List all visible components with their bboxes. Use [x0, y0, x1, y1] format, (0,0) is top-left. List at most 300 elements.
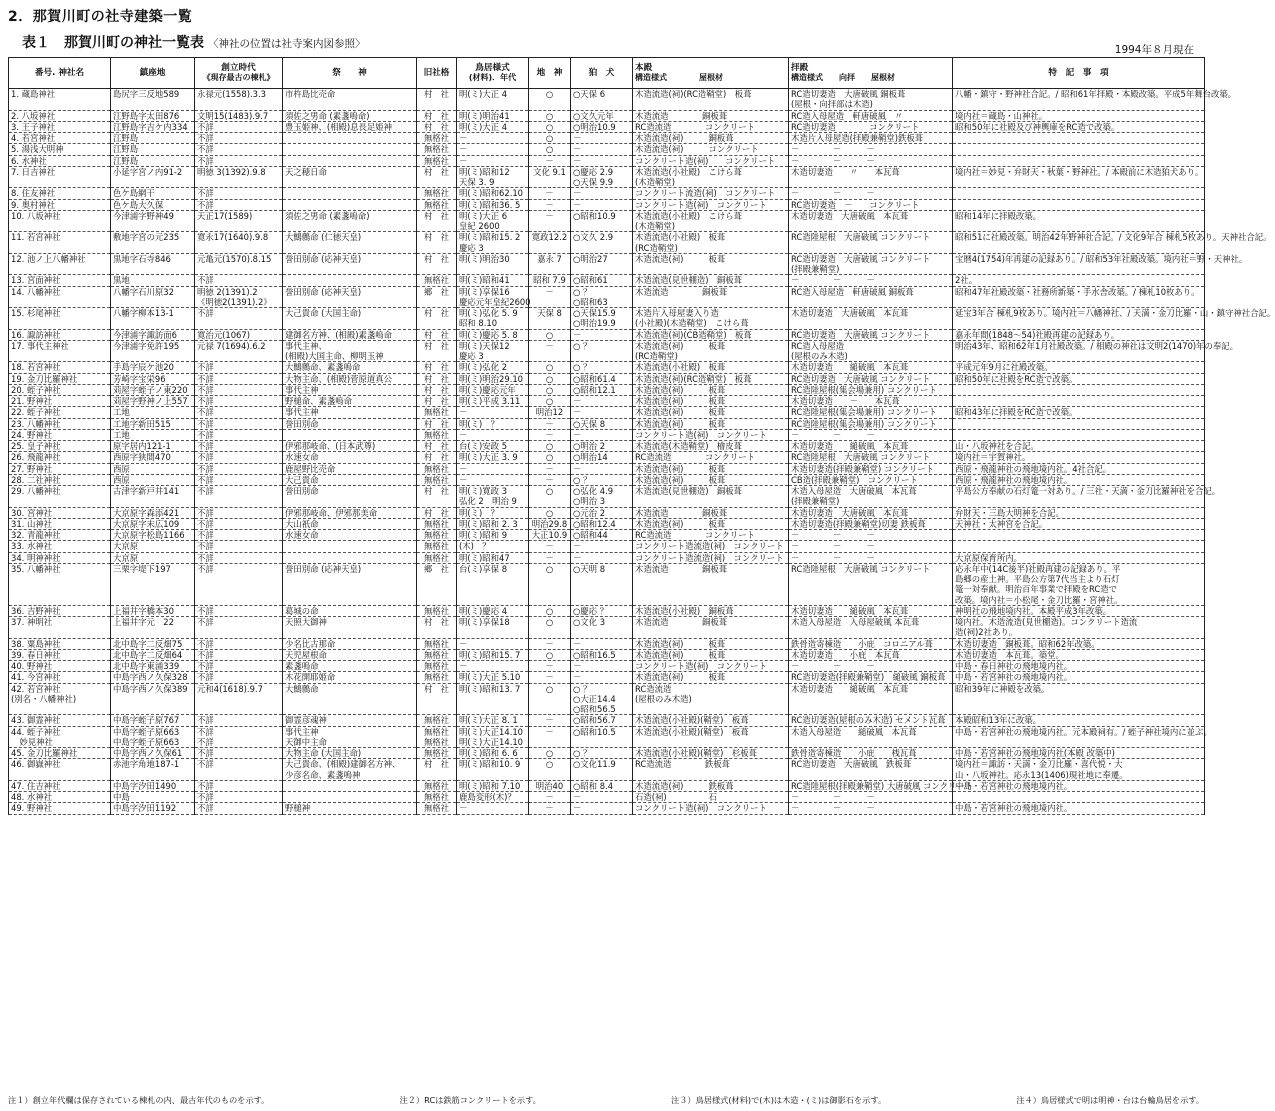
- cell-deity: [283, 780, 417, 791]
- cell-era: [195, 759, 283, 781]
- cell-jishin: [529, 155, 571, 166]
- cell-era: [195, 649, 283, 660]
- cell-komainu-line: －: [573, 199, 582, 210]
- cell-era: [195, 373, 283, 384]
- cell-notes-line: 神明社の飛地境内社。本殿平成3年改築。: [955, 605, 1112, 616]
- cell-torii-line: 明(ミ)大正 3. 9: [459, 452, 518, 463]
- cell-era-line: 元亀元(1570).8.15: [197, 253, 272, 264]
- cell-haiden: [789, 121, 953, 132]
- cell-komainu: [571, 188, 633, 199]
- cell-notes: [953, 188, 1205, 199]
- cell-rank: [417, 362, 457, 373]
- cell-rank: [417, 617, 457, 639]
- cell-haiden-line: RC造切妻造 大唐破風 コンクリート: [791, 253, 931, 264]
- cell-deity: [283, 617, 417, 639]
- cell-name: [9, 452, 111, 463]
- cell-era: [195, 396, 283, 407]
- cell-deity-line: 誉田別命 (応神天皇): [285, 286, 362, 297]
- cell-honden: [633, 286, 789, 308]
- cell-rank: [417, 605, 457, 616]
- cell-notes: [953, 362, 1205, 373]
- cell-torii-line: 明(ミ) ？: [459, 418, 500, 429]
- cell-notes: [953, 286, 1205, 308]
- cell-torii-line: 明(ミ)昭和 6. 6: [459, 748, 518, 758]
- cell-komainu-line: ○明治19.9: [573, 318, 616, 329]
- cell-haiden-line: － － －: [791, 792, 875, 802]
- cell-torii: [457, 407, 529, 418]
- cell-honden: [633, 530, 789, 541]
- cell-haiden-line: 木造切妻造 － 本瓦葺: [791, 396, 900, 406]
- cell-era-line: 《明徳2(1391).2》: [197, 296, 272, 307]
- cell-notes: [953, 429, 1205, 440]
- cell-haiden: [789, 407, 953, 418]
- cell-haiden: [789, 340, 953, 362]
- cell-jishin: [529, 441, 571, 452]
- cell-haiden-line: 木造片入母屋造(拝殿兼鞘堂)鉄板葺: [791, 133, 924, 143]
- cell-honden-line: 木造流造 銅板葺: [635, 507, 728, 518]
- cell-notes-line: 宝暦4(1754)年再建の記録あり。/ 昭和53年社殿改築。境内社＝野・天神社。: [955, 253, 1248, 264]
- table-row: [9, 552, 1205, 563]
- cell-honden-line: 木造流造 銅板葺: [635, 110, 728, 121]
- cell-deity-line: 野槌命、素盞嗚命: [285, 396, 352, 406]
- table-row: [9, 286, 1205, 308]
- cell-jishin-line: －: [545, 463, 554, 474]
- cell-jishin: [529, 340, 571, 362]
- cell-haiden-line: RC造陸屋根 大唐破風 コンクリート: [791, 452, 931, 463]
- cell-jishin: [529, 286, 571, 308]
- cell-jishin-line: 明治29.8: [531, 518, 568, 529]
- cell-location: [111, 649, 195, 660]
- cell-deity-line: 誉田別命: [285, 486, 319, 496]
- cell-torii: [457, 617, 529, 639]
- table-title-text: 表１ 那賀川町の神社一覧表: [22, 35, 204, 51]
- cell-torii: [457, 715, 529, 726]
- cell-notes: [953, 803, 1205, 814]
- header-location: 鎮座地: [111, 58, 195, 89]
- cell-rank: [417, 463, 457, 474]
- cell-honden: [633, 110, 789, 121]
- cell-komainu: [571, 418, 633, 429]
- table-row: [9, 396, 1205, 407]
- cell-notes-line: 昭和51に社殿改築。明治42年野神社合記。/ 文化9年合 棟札5枚あり。天神社合記。: [955, 232, 1272, 243]
- cell-deity: [283, 418, 417, 429]
- header-jishin: 地 神: [529, 58, 571, 89]
- cell-deity-line: 鹿屋野比売命: [285, 463, 336, 474]
- cell-haiden-line: (拝殿兼鞘堂): [791, 264, 840, 274]
- section-title: 2．那賀川町の社寺建築一覧: [8, 9, 193, 25]
- cell-komainu-line: ○昭和10.5: [573, 726, 616, 737]
- cell-name-line: 24. 野神社: [11, 429, 53, 440]
- cell-location: [111, 748, 195, 759]
- cell-haiden-line: RC造切妻造(屋根のみ木造) セメント瓦葺: [791, 715, 946, 726]
- cell-era: [195, 308, 283, 330]
- cell-honden: [633, 89, 789, 111]
- cell-rank-line: 郷 社: [423, 286, 450, 297]
- cell-honden-line: コンクリート造(祠) コンクリート: [635, 429, 767, 440]
- cell-haiden: [789, 396, 953, 407]
- cell-name-line: 33. 水神社: [11, 541, 53, 552]
- cell-honden: [633, 373, 789, 384]
- cell-rank-line: 村 社: [423, 418, 450, 429]
- cell-name-line: 3. 王子神社: [11, 121, 56, 132]
- cell-torii-line: 慶応元年皇紀2600: [459, 296, 531, 307]
- header-torii: [457, 58, 529, 89]
- cell-era: [195, 661, 283, 672]
- cell-notes: [953, 199, 1205, 210]
- cell-rank-line: 無格社: [423, 463, 450, 474]
- cell-komainu-line: ○ ？: [573, 474, 592, 485]
- cell-notes: [953, 110, 1205, 121]
- cell-name: [9, 617, 111, 639]
- cell-honden-line: (屋根のみ木造): [635, 693, 692, 704]
- cell-torii-line: 明(ミ)大正14.10: [459, 736, 524, 747]
- cell-haiden: [789, 507, 953, 518]
- cell-jishin: [529, 121, 571, 132]
- cell-rank: [417, 552, 457, 563]
- cell-rank: [417, 683, 457, 715]
- cell-location-line: 江野島: [113, 144, 139, 155]
- cell-honden-line: コンクリート造流造(祠) コンクリート: [635, 552, 784, 563]
- cell-honden: [633, 463, 789, 474]
- table-row: [9, 373, 1205, 384]
- cell-era: [195, 792, 283, 803]
- cell-honden: [633, 210, 789, 232]
- cell-honden: [633, 232, 789, 254]
- cell-era-line: 不詳: [197, 605, 214, 616]
- cell-rank-line: 無格社: [423, 518, 450, 529]
- cell-era: [195, 672, 283, 683]
- cell-jishin-line: 明治12: [535, 407, 564, 418]
- cell-location-line: 今津浦字免許195: [113, 340, 180, 351]
- cell-torii: [457, 563, 529, 605]
- cell-torii-line: 明(ミ)大正 5.10: [459, 672, 521, 683]
- cell-torii: [457, 308, 529, 330]
- cell-haiden: [789, 552, 953, 563]
- cell-deity: [283, 441, 417, 452]
- cell-deity-line: 事代主神: [285, 407, 319, 418]
- cell-honden-line: 木造流造(祠) 板葺: [635, 463, 726, 474]
- cell-name-line: 妙見神社: [11, 736, 53, 747]
- cell-name: [9, 661, 111, 672]
- table-row: [9, 759, 1205, 781]
- cell-torii: [457, 474, 529, 485]
- cell-komainu-line: －: [573, 144, 582, 155]
- cell-honden: [633, 362, 789, 373]
- table-row: [9, 715, 1205, 726]
- cell-komainu-line: ○昭和12.4: [573, 518, 616, 529]
- cell-honden: [633, 552, 789, 563]
- cell-honden-line: 木造片入母屋妻入り造: [635, 308, 719, 318]
- cell-location-line: 大京原字松島1166: [113, 530, 185, 540]
- cell-komainu-line: －: [573, 661, 582, 671]
- cell-name-line: 11. 若宮神社: [11, 232, 61, 243]
- cell-komainu-line: ○明治 2: [573, 441, 606, 451]
- cell-deity: [283, 155, 417, 166]
- cell-name: [9, 463, 111, 474]
- cell-location: [111, 232, 195, 254]
- cell-notes: [953, 518, 1205, 529]
- cell-komainu: [571, 329, 633, 340]
- table-row: [9, 748, 1205, 759]
- cell-torii-line: －: [459, 474, 468, 485]
- cell-jishin: [529, 373, 571, 384]
- cell-torii-line: －: [459, 803, 468, 814]
- cell-notes-line: 改築。境内社＝小松尾・金刀比羅・宮神社。: [955, 594, 1123, 605]
- cell-torii: [457, 418, 529, 429]
- header-era-sub: 《現存最古の棟札》: [202, 73, 275, 83]
- cell-deity: [283, 452, 417, 463]
- cell-komainu: [571, 199, 633, 210]
- cell-location: [111, 429, 195, 440]
- cell-honden: [633, 661, 789, 672]
- cell-rank: [417, 166, 457, 188]
- cell-komainu: [571, 780, 633, 791]
- table-row: [9, 89, 1205, 111]
- cell-torii: [457, 110, 529, 121]
- cell-rank: [417, 507, 457, 518]
- cell-era: [195, 715, 283, 726]
- cell-torii: [457, 210, 529, 232]
- cell-haiden: [789, 232, 953, 254]
- cell-jishin-line: 嘉永 7: [537, 253, 562, 264]
- cell-komainu-line: ○ ？: [573, 683, 592, 694]
- cell-notes-line: 境内社。木造流造(見世棚造)。コンクリート造流: [955, 617, 1138, 627]
- cell-komainu: [571, 89, 633, 111]
- cell-name: [9, 563, 111, 605]
- cell-komainu-line: ○明治 3: [573, 496, 606, 507]
- cell-komainu-line: ○天保 8: [573, 418, 606, 429]
- cell-location: [111, 518, 195, 529]
- cell-haiden: [789, 275, 953, 286]
- cell-location-line: 上福井字橋本30: [113, 605, 174, 616]
- cell-era-line: 不詳: [197, 638, 214, 649]
- cell-rank: [417, 486, 457, 508]
- table-row: [9, 121, 1205, 132]
- cell-name: [9, 486, 111, 508]
- cell-komainu: [571, 384, 633, 395]
- cell-jishin: [529, 792, 571, 803]
- cell-haiden: [789, 530, 953, 541]
- cell-honden: [633, 715, 789, 726]
- cell-jishin: [529, 253, 571, 275]
- cell-deity: [283, 429, 417, 440]
- cell-torii-line: 明(ミ)大正 4: [459, 121, 508, 132]
- cell-torii: [457, 199, 529, 210]
- cell-honden-line: 木造流造(小社殿) こけら葺: [635, 166, 743, 177]
- cell-location: [111, 384, 195, 395]
- cell-notes: [953, 144, 1205, 155]
- cell-notes: [953, 441, 1205, 452]
- cell-jishin-line: ○: [545, 452, 554, 463]
- cell-era: [195, 803, 283, 814]
- cell-torii-line: 明(ミ)昭和13. 7: [459, 683, 521, 694]
- cell-honden-line: 木造流造(祠) 鉄板葺: [635, 780, 734, 791]
- cell-jishin-line: 明治40: [535, 780, 564, 791]
- cell-torii: [457, 541, 529, 552]
- cell-honden: [633, 541, 789, 552]
- cell-rank: [417, 396, 457, 407]
- cell-komainu-line: －: [573, 188, 582, 199]
- cell-haiden: [789, 429, 953, 440]
- table-row: [9, 275, 1205, 286]
- cell-torii: [457, 396, 529, 407]
- cell-torii-line: 弘化 2 明治 9: [459, 496, 517, 507]
- cell-name-line: 39. 春日神社: [11, 649, 61, 660]
- cell-komainu-line: ○天保15.9: [573, 308, 616, 318]
- cell-honden-line: 石造(祠) 石: [635, 792, 717, 802]
- cell-era-line: 不詳: [197, 384, 214, 395]
- cell-deity: [283, 683, 417, 715]
- cell-deity: [283, 144, 417, 155]
- cell-era: [195, 275, 283, 286]
- cell-rank-line: 無格社: [423, 407, 450, 418]
- cell-era: [195, 507, 283, 518]
- cell-komainu: [571, 144, 633, 155]
- cell-era: [195, 780, 283, 791]
- cell-notes: [953, 253, 1248, 275]
- cell-torii-line: 台(ミ)享保 8: [459, 563, 508, 574]
- cell-era: [195, 726, 283, 748]
- cell-rank-line: 村 社: [423, 340, 450, 351]
- cell-rank-line: 郷 社: [423, 563, 450, 574]
- cell-jishin-line: －: [545, 199, 554, 210]
- cell-notes: [953, 329, 1205, 340]
- cell-rank: [417, 803, 457, 814]
- cell-name-line: 2. 八坂神社: [11, 110, 56, 121]
- cell-jishin-line: ○: [545, 144, 554, 155]
- cell-location-line: 小延字宮ノ内91-2: [113, 166, 183, 177]
- cell-location-line: 北中島字二反畑75: [113, 638, 183, 649]
- cell-jishin-line: ○: [545, 683, 554, 694]
- table-row: [9, 780, 1205, 791]
- cell-rank-line: 無格社: [423, 726, 450, 737]
- cell-deity-line: 須佐之男命 (素盞嗚命): [285, 110, 370, 121]
- cell-name: [9, 329, 111, 340]
- cell-honden-line: RC造流造 鉄板葺: [635, 759, 730, 770]
- table-row: [9, 166, 1205, 188]
- cell-name-line: 13. 宮面神社: [11, 275, 61, 286]
- cell-haiden-line: RC造陸屋根(集会場兼用) コンクリート: [791, 407, 937, 418]
- cell-location: [111, 188, 195, 199]
- header-torii-label: 鳥居様式: [475, 62, 510, 73]
- cell-honden-line: (小社殿)(木造鞘堂) こけら葺: [635, 318, 749, 329]
- cell-komainu-line: －: [573, 672, 582, 683]
- cell-komainu-line: －: [573, 792, 582, 802]
- cell-notes: [953, 166, 1205, 188]
- cell-komainu: [571, 605, 633, 616]
- table-row: [9, 563, 1205, 605]
- cell-deity: [283, 605, 417, 616]
- cell-location: [111, 792, 195, 803]
- cell-rank-line: 村 社: [423, 329, 450, 340]
- cell-rank-line: 村 社: [423, 617, 450, 627]
- cell-location: [111, 155, 195, 166]
- cell-location-line: 古津字新戸井141: [113, 486, 180, 496]
- cell-deity-line: 大山祇命: [285, 518, 319, 529]
- cell-era: [195, 441, 283, 452]
- cell-rank-line: 無格社: [423, 803, 450, 814]
- cell-name-line: 7. 日吉神社: [11, 166, 56, 177]
- cell-haiden: [789, 463, 953, 474]
- cell-honden-line: 木造流造(祠) 板葺: [635, 649, 726, 660]
- cell-jishin-line: ○: [545, 121, 554, 132]
- cell-era-line: 元禄 7(1694).6.2: [197, 340, 266, 351]
- cell-jishin-line: 寛政12.2: [531, 232, 568, 243]
- cell-era-line: 不詳: [197, 407, 214, 418]
- cell-torii-line: －: [459, 133, 468, 143]
- cell-haiden-line: 木造切妻造 縋破風 本瓦葺: [791, 605, 909, 616]
- cell-jishin-line: ○: [545, 617, 554, 627]
- cell-notes: [953, 384, 1205, 395]
- cell-location-line: 八幡字柳本13-1: [113, 308, 174, 318]
- cell-era-line: 不詳: [197, 672, 214, 683]
- cell-location-line: 黒地: [113, 275, 130, 286]
- cell-era: [195, 486, 283, 508]
- cell-location-line: 江野島字太田876: [113, 110, 180, 121]
- cell-rank: [417, 474, 457, 485]
- cell-torii-line: 明(ミ)昭和 7.10: [459, 780, 521, 791]
- header-honden: [633, 58, 789, 89]
- cell-haiden-line: (屋根・向拝部は木造): [791, 99, 873, 110]
- cell-era-line: 不詳: [197, 133, 214, 143]
- cell-era: [195, 638, 283, 649]
- cell-komainu-line: ○元治 2: [573, 507, 606, 518]
- cell-honden-line: コンクリート造(祠) コンクリート: [635, 199, 767, 210]
- cell-honden-line: 木造流造(小社殿)(鞘堂) 板葺: [635, 726, 749, 737]
- cell-deity-line: 天照大御神: [285, 617, 327, 627]
- cell-jishin-line: ○: [545, 605, 554, 616]
- table-row: [9, 474, 1205, 485]
- cell-jishin-line: －: [545, 715, 554, 726]
- cell-jishin-line: －: [545, 726, 554, 737]
- cell-rank-line: 無格社: [423, 792, 450, 802]
- cell-name: [9, 286, 111, 308]
- cell-location-line: 今津浦字野神49: [113, 210, 174, 221]
- cell-torii-line: 明(ミ)明治41: [459, 110, 510, 121]
- cell-location-line: 中島字西ノ久保389: [113, 683, 188, 694]
- cell-rank-line: 村 社: [423, 253, 450, 264]
- cell-deity: [283, 373, 417, 384]
- cell-name-line: 36. 吉野神社: [11, 605, 61, 616]
- cell-jishin: [529, 133, 571, 144]
- header-haiden: [789, 58, 953, 89]
- cell-location-line: 江野島字吉ケ内334: [113, 121, 188, 132]
- cell-jishin-line: ○: [545, 89, 554, 99]
- cell-name-line: 27. 野神社: [11, 463, 53, 474]
- cell-name: [9, 253, 111, 275]
- cell-honden-line: 木造流造(小社殿)(鞘堂) 杉板葺: [635, 748, 757, 758]
- cell-jishin: [529, 518, 571, 529]
- cell-deity-line: 事代主神、: [285, 340, 327, 351]
- footnotes: [8, 1095, 1204, 1106]
- cell-torii: [457, 683, 529, 715]
- cell-honden-line: 木造流造(祠) コンクリート: [635, 144, 759, 155]
- cell-jishin-line: －: [545, 792, 554, 802]
- cell-haiden-line: RC造切妻造 大唐破風 コンクリート: [791, 329, 931, 340]
- cell-notes-line: 平島公方奉献の石灯篭一対あり。/ 三社・天満・金刀比羅神社を合記。: [955, 486, 1221, 496]
- cell-notes: [953, 530, 1205, 541]
- cell-torii: [457, 726, 529, 748]
- cell-torii-line: 台(ミ)安政 5: [459, 441, 508, 451]
- cell-honden-line: コンクリート造(祠) コンクリート: [635, 803, 767, 814]
- cell-torii: [457, 275, 529, 286]
- cell-honden: [633, 683, 789, 715]
- cell-honden-line: 木造流造 銅板葺: [635, 617, 728, 627]
- cell-era-line: 不詳: [197, 780, 214, 791]
- cell-era-line: 寛永17(1640).9.8: [197, 232, 269, 243]
- cell-notes-line: 造(祠)2社あり。: [955, 627, 1018, 638]
- cell-jishin: [529, 210, 571, 232]
